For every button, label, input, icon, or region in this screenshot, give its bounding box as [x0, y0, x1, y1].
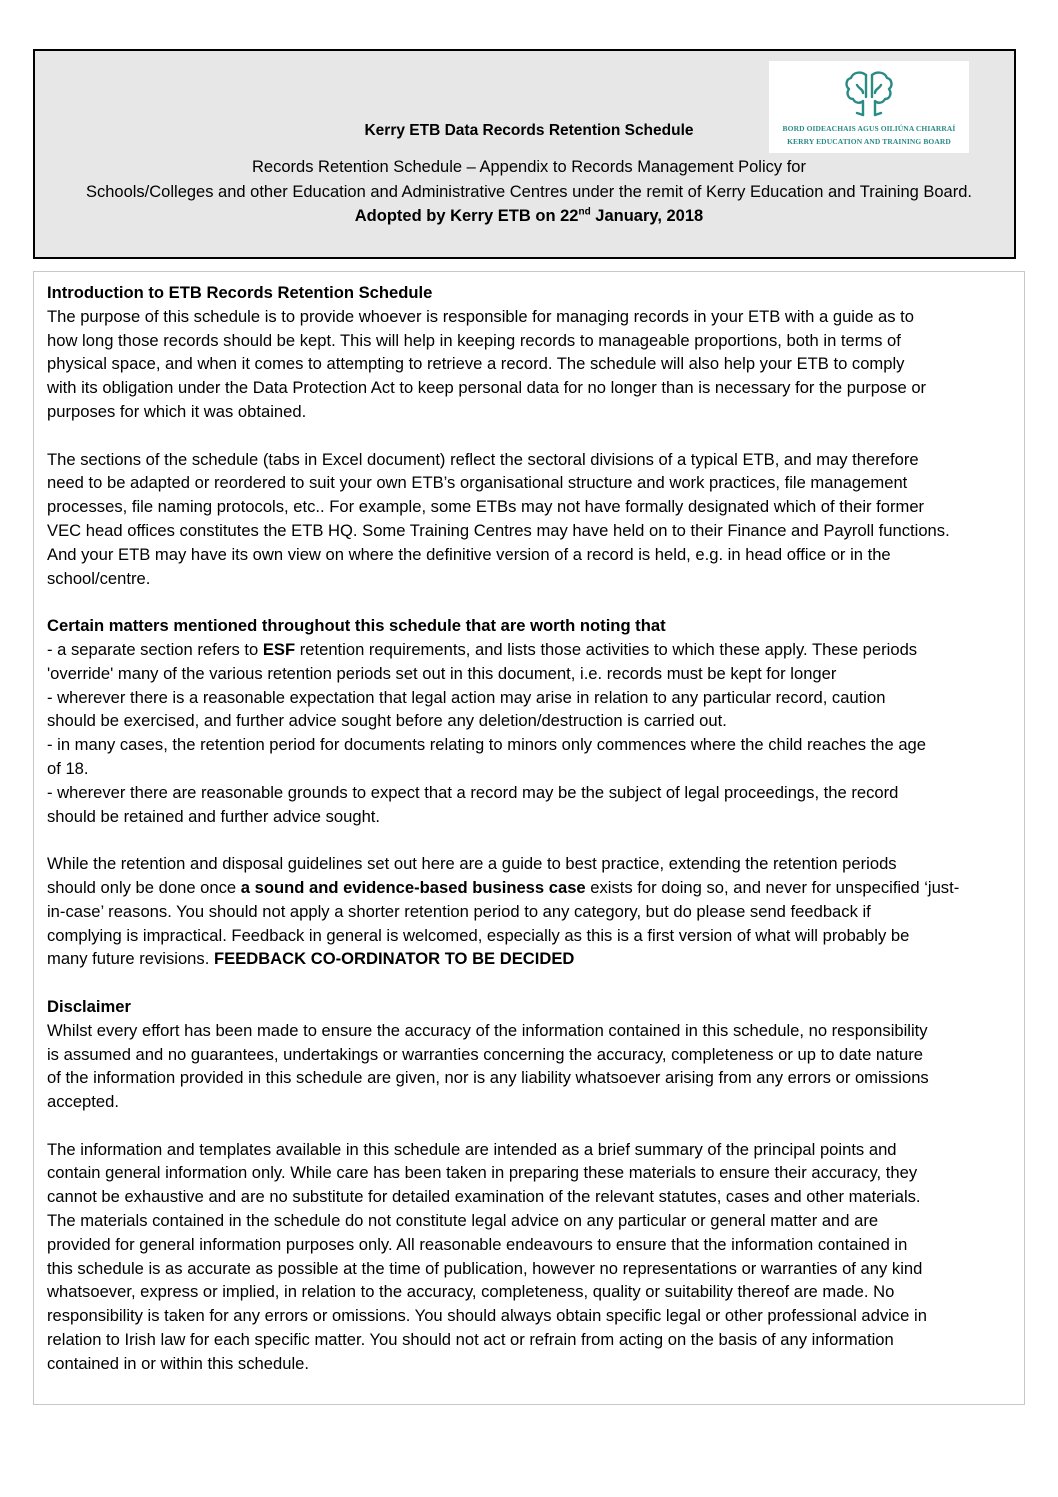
disclaimer-heading: Disclaimer: [47, 996, 131, 1016]
paragraph-line: with its obligation under the Data Protection Act to keep personal data for no longer than is necessary for the purpose or: [47, 378, 927, 398]
paragraph-line: purposes for which it was obtained.: [47, 401, 307, 421]
subtitle-line-1: Records Retention Schedule – Appendix to Records Management Policy for: [252, 158, 806, 176]
logo-text-english: KERRY EDUCATION AND TRAINING BOARD: [787, 137, 951, 146]
paragraph-line: processes, file naming protocols, etc.. For example, some ETBs may not have formally designated which of their former: [47, 497, 925, 517]
matters-heading: Certain matters mentioned throughout this schedule that are worth noting that: [47, 616, 666, 636]
paragraph-line: need to be adapted or reordered to suit your own ETB’s organisational structure and work practices, file management: [47, 473, 908, 493]
paragraph-line: The information and templates available in this schedule are intended as a brief summary of the principal points and: [47, 1139, 897, 1159]
paragraph-line: The purpose of this schedule is to provide whoever is responsible for managing records in your ETB with a guide as to: [47, 306, 915, 326]
paragraph-line: many future revisions. FEEDBACK CO-ORDINATOR TO BE DECIDED: [47, 949, 575, 969]
disclaimer-section: [47, 995, 1017, 1114]
paragraph-line: of 18.: [47, 758, 89, 778]
paragraph-line: this schedule is as accurate as possible at the time of publication, however no representations or warranties of any kind: [47, 1258, 923, 1278]
paragraph-line: The materials contained in the schedule do not constitute legal advice on any particular or general matter and are: [47, 1211, 879, 1231]
sections-paragraph: [47, 448, 1017, 591]
paragraph-line: Whilst every effort has been made to ensure the accuracy of the information contained in this schedule, no responsibility: [47, 1020, 928, 1040]
paragraph-line: should be retained and further advice sought.: [47, 806, 381, 826]
paragraph-line: While the retention and disposal guidelines set out here are a guide to best practice, extending the retention periods: [47, 854, 897, 874]
document-title: Kerry ETB Data Records Retention Schedule: [364, 122, 694, 139]
paragraph-line: physical space, and when it comes to attempting to retrieve a record. The schedule will also help your ETB to comply: [47, 354, 905, 374]
paragraph-line: whatsoever, express or implied, in relation to the accuracy, completeness, quality or suitability thereof are made. No: [47, 1282, 895, 1302]
paragraph-line: should only be done once a sound and evidence-based business case exists for doing so, and never for unspecified ‘just-: [47, 877, 960, 897]
paragraph-line: should be exercised, and further advice sought before any deletion/destruction is carried out.: [47, 711, 727, 731]
guidelines-paragraph: [47, 852, 1017, 971]
paragraph-line: of the information provided in this schedule are given, nor is any liability whatsoever arising from any errors or omissions: [47, 1068, 929, 1088]
document-body: [47, 281, 1017, 1399]
adoption-date: Adopted by Kerry ETB on 22nd January, 2018: [354, 206, 704, 225]
logo-text-irish: BORD OIDEACHAIS AGUS OILIÚNA CHIARRAÍ: [782, 124, 956, 133]
paragraph-line: complying is impractical. Feedback in general is welcomed, especially as this is a first version of what will probably be: [47, 925, 910, 945]
business-case-term: a sound and evidence-based business case: [240, 877, 586, 897]
kerry-etb-tree-logo-icon: [837, 67, 901, 121]
paragraph-line: accepted.: [47, 1092, 119, 1112]
subtitle-line-2: Schools/Colleges and other Education and Administrative Centres under the remit of Kerry Education and Training Board.: [85, 183, 972, 201]
paragraph-line: in-case’ reasons. You should not apply a shorter retention period to any category, but do please send feedback if: [47, 901, 871, 921]
paragraph-line: contained in or within this schedule.: [47, 1353, 309, 1373]
paragraph-line: - a separate section refers to ESF retention requirements, and lists those activities to which these apply. These periods: [47, 639, 918, 659]
esf-term: ESF: [262, 639, 296, 659]
paragraph-line: - wherever there are reasonable grounds to expect that a record may be the subject of legal proceedings, the record: [47, 782, 899, 802]
paragraph-line: how long those records should be kept. This will help in keeping records to manageable proportions, both in terms of: [47, 330, 901, 350]
paragraph-line: is assumed and no guarantees, undertakings or warranties concerning the accuracy, completeness or up to date nature: [47, 1044, 923, 1064]
paragraph-line: The sections of the schedule (tabs in Excel document) reflect the sectoral divisions of a typical ETB, and may therefore: [47, 449, 919, 469]
paragraph-line: And your ETB may have its own view on where the definitive version of a record is held, e.g. in head office or in the: [47, 544, 891, 564]
paragraph-line: - in many cases, the retention period for documents relating to minors only commences where the child reaches the age: [47, 735, 926, 755]
paragraph-line: - wherever there is a reasonable expectation that legal action may arise in relation to any particular record, caution: [47, 687, 886, 707]
paragraph-line: school/centre.: [47, 568, 151, 588]
intro-section: [47, 281, 1017, 424]
paragraph-line: cannot be exhaustive and are no substitute for detailed examination of the relevant statutes, cases and other materials.: [47, 1187, 921, 1207]
header-box: [33, 49, 1016, 259]
paragraph-line: responsibility is taken for any errors or omissions. You should always obtain specific legal or other professional advice in: [47, 1306, 927, 1326]
matters-section: [47, 614, 1017, 828]
information-paragraph: [47, 1138, 1017, 1376]
paragraph-line: provided for general information purposes only. All reasonable endeavours to ensure that the information contained in: [47, 1234, 908, 1254]
paragraph-line: relation to Irish law for each specific matter. You should not act or refrain from acting on the basis of any information: [47, 1330, 894, 1350]
intro-heading: Introduction to ETB Records Retention Schedule: [47, 283, 433, 302]
feedback-coordinator-note: FEEDBACK CO-ORDINATOR TO BE DECIDED: [213, 949, 575, 969]
paragraph-line: contain general information only. While care has been taken in preparing these materials to ensure their accuracy, they: [47, 1163, 918, 1183]
paragraph-line: VEC head offices constitutes the ETB HQ. Some Training Centres may have held on to their Finance and Payroll functions.: [47, 520, 950, 540]
paragraph-line: 'override' many of the various retention periods set out in this document, i.e. records must be kept for longer: [47, 663, 837, 683]
